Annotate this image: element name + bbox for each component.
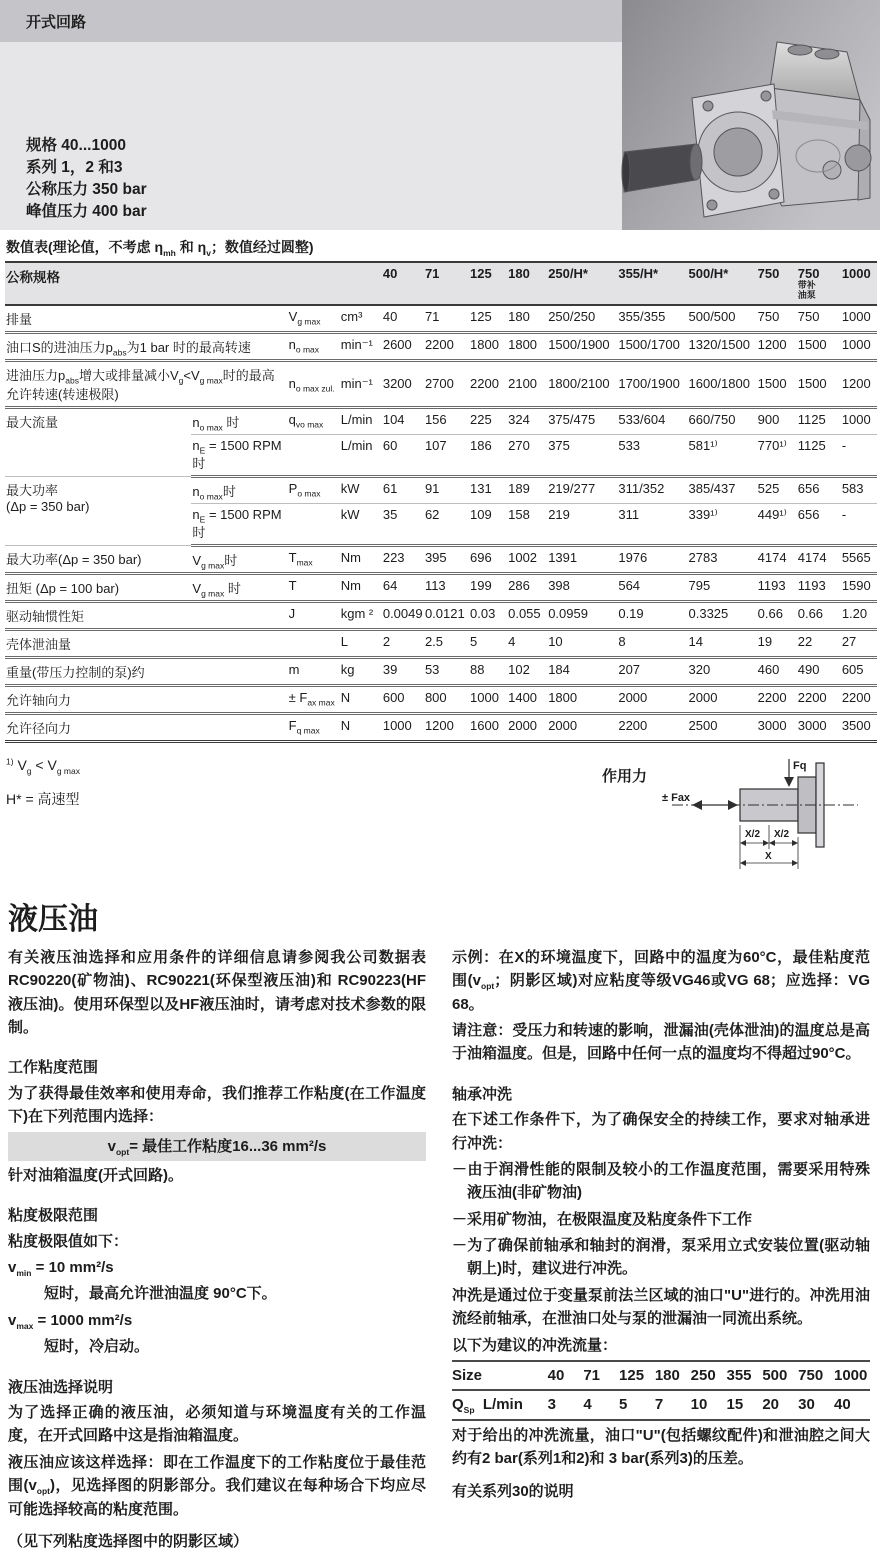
vmax-note: 短时，冷启动。 [44,1338,150,1356]
value-cell: 88 [469,657,507,685]
row-condition: $n_E = 1500$ RPM时 [191,503,287,545]
circuit-type-bar [0,0,622,42]
force-diagram [602,753,874,880]
value-cell: 3000 [797,713,841,741]
value-cell: 35 [382,503,424,545]
bearing-flush-intro: 在下述工作条件下，为了确保安全的持续工作，要求对轴承进行冲洗： [452,1111,870,1152]
force-fax-label: ± Fax [662,791,691,804]
row-unit: L/min [340,407,382,434]
row-label: 最大流量 [5,407,191,476]
circuit-type-title: 开式回路 [26,14,87,31]
value-cell: 250 [691,1361,727,1390]
clipped-text-line: （见下列粘度选择图中的阴影区域） [8,1532,249,1550]
value-cell: 156 [424,407,469,434]
value-cell: 355/355 [617,305,687,333]
table-header-row [5,262,877,305]
spec-line-size: 规格 40...1000 [26,137,126,154]
flush-port-text: 冲洗是通过位于变量泵前法兰区域的油口"U"进行的。冲洗用油流经前轴承，在泄油口处与泵的泄漏油一同流出系统。 [452,1286,870,1328]
value-cell: 375/475 [547,407,617,434]
value-cell: 500 [762,1361,798,1390]
fluid-title: 液压油 [8,902,98,936]
shaft-load-drawing [662,753,862,875]
value-cell: 581¹⁾ [688,434,757,476]
value-cell: 696 [469,545,507,573]
vopt-highlight-box: $v_{opt}=$ 最佳工作粘度16...36 mm²/s [8,1132,426,1161]
fluid-intro: 有关液压油选择和应用条件的详细信息请参阅我公司数据表 RC90220(矿物油)、RC90221(环保型液压油)和 RC90223(HF液压油)。使用环保型以及HF液压油时，请考虑对技术参数的限制。 [8,948,426,1036]
value-cell: 1200 [841,360,877,407]
value-cell: 0.0049 [382,601,424,629]
row-unit: min⁻¹ [340,360,382,407]
value-cell: 2600 [382,332,424,360]
flush-flow-intro: 以下为建议的冲洗流量： [452,1336,618,1354]
value-cell: 1002 [507,545,547,573]
vmin-value: $v_{min} = 10$ mm²/s [8,1259,114,1279]
value-cell: 2200 [797,685,841,713]
value-cell: 1800 [469,332,507,360]
row-symbol: $P_{o max}$ [288,476,340,503]
value-cell: - [841,503,877,545]
col-header: 355/H* [617,262,687,305]
bearing-flush-bullet: －为了确保前轴承和轴封的润滑，泵采用立式安装位置(驱动轴朝上)时，建议进行冲洗。 [452,1237,870,1278]
row-unit: kg [340,657,382,685]
value-cell: 184 [547,657,617,685]
value-cell: 107 [424,434,469,476]
value-cell: 800 [424,685,469,713]
row-symbol: J [288,601,340,629]
fluid-selection-p1: 为了选择正确的液压油，必须知道与环境温度有关的工作温度，在开式回路中这是指油箱温度。 [8,1404,426,1445]
row-label: 壳体泄油量 [5,629,288,657]
row-unit: N [340,713,382,741]
col-header: 180 [507,262,547,305]
value-cell: 40 [548,1361,584,1390]
viscosity-range-note: 针对油箱温度(开式回路)。 [8,1166,183,1184]
row-symbol: $n_{o max}$ [288,332,340,360]
value-cell: 0.0959 [547,601,617,629]
viscosity-limit-heading: 粘度极限范围 [8,1207,99,1225]
spec-table [5,261,877,743]
row-symbol: $F_{q max}$ [288,713,340,741]
col-header: 71 [424,262,469,305]
value-cell: 250/250 [547,305,617,333]
row-condition: $V_{g max}$时 [191,545,287,573]
fluid-selection-heading: 液压油选择说明 [8,1378,114,1396]
row-symbol [288,503,340,545]
value-cell: 223 [382,545,424,573]
value-cell: 355 [727,1361,763,1390]
value-cell: 533 [617,434,687,476]
dim-x2-right: X/2 [774,828,790,840]
table-row [5,601,877,629]
value-cell: 2100 [507,360,547,407]
page-header [0,0,880,230]
value-cell: 1000 [841,305,877,333]
row-unit: Nm [340,573,382,601]
value-cell: 125 [619,1361,655,1390]
value-cell: 1800/2100 [547,360,617,407]
fluid-right-column [452,946,870,1537]
value-cell: 750 [757,305,797,333]
col-header: 750 [757,262,797,305]
value-cell: 750 [797,305,841,333]
value-cell: 4 [507,629,547,657]
value-cell: 2200 [424,332,469,360]
value-cell: 1800 [507,332,547,360]
row-label: 重量(带压力控制的泵)约 [5,657,288,685]
table-row [5,685,877,713]
value-cell: 1500/1900 [547,332,617,360]
value-cell: 605 [841,657,877,685]
row-unit: cm³ [340,305,382,333]
table-title: 数值表(理论值，不考虑 $\eta_{mh}$ 和 $\eta_v$；数值经过圆整) [6,239,314,258]
vmax-value: $v_{max} = 1000$ mm²/s [8,1311,133,1331]
value-cell: 1976 [617,545,687,573]
value-cell: 2200 [841,685,877,713]
value-cell: 2000 [547,713,617,741]
row-condition: $n_E = 1500$ RPM时 [191,434,287,476]
value-cell: 1000 [469,685,507,713]
value-cell: 1500 [757,360,797,407]
clipped-text-line: 有关系列30的说明 [452,1482,574,1500]
row-symbol [288,629,340,657]
row-unit: N [340,685,382,713]
value-cell: 2200 [617,713,687,741]
spec-line-series: 系列 1，2 和3 [26,159,123,176]
value-cell: 656 [797,476,841,503]
row-symbol: m [288,657,340,685]
table-row [5,407,877,434]
table-row [5,476,877,503]
spec-line-peak-pressure: 峰值压力 400 bar [26,203,147,220]
value-cell: 395 [424,545,469,573]
value-cell: 3500 [841,713,877,741]
value-cell: 1000 [382,713,424,741]
value-cell: 14 [688,629,757,657]
value-cell: 113 [424,573,469,601]
value-cell: 61 [382,476,424,503]
value-cell: 1125 [797,407,841,434]
value-cell: 180 [655,1361,691,1390]
viscosity-range-heading: 工作粘度范围 [8,1059,99,1077]
value-cell: 1320/1500 [688,332,757,360]
dim-x2-left: X/2 [745,828,761,840]
col-header: 40 [382,262,424,305]
value-cell: 30 [798,1390,834,1419]
row-label: 最大功率(Δp = 350 bar) [5,545,191,573]
row-unit: kW [340,476,382,503]
value-cell: 1000 [841,332,877,360]
bearing-flush-bullet: －由于润滑性能的限制及较小的工作温度范围，需要采用特殊液压油(非矿物油) [452,1160,870,1202]
row-unit: L [340,629,382,657]
value-cell: 40 [382,305,424,333]
value-cell: 564 [617,573,687,601]
viscosity-limit-text: 粘度极限值如下： [8,1232,129,1250]
table-row [5,713,877,741]
value-cell: 1000 [834,1361,870,1390]
force-diagram-title: 作用力 [602,767,648,785]
row-unit: L/min [340,434,382,476]
value-cell: 1200 [757,332,797,360]
value-cell: 109 [469,503,507,545]
value-cell: 1391 [547,545,617,573]
row-label: 扭矩 (Δp = 100 bar) [5,573,191,601]
value-cell: 20 [762,1390,798,1419]
value-cell: 2500 [688,713,757,741]
col-header: 125 [469,262,507,305]
row-symbol: T [288,573,340,601]
value-cell: 3200 [382,360,424,407]
row-symbol: $V_{g max}$ [288,305,340,333]
value-cell: 2000 [507,713,547,741]
footnotes [6,753,662,880]
value-cell: 125 [469,305,507,333]
table-row [5,332,877,360]
table-row [5,573,877,601]
value-cell: 770¹⁾ [757,434,797,476]
row-unit: min⁻¹ [340,332,382,360]
flush-q-row [452,1390,870,1419]
value-cell: 795 [688,573,757,601]
value-cell: 500/500 [688,305,757,333]
row-symbol: ± $F_{ax max}$ [288,685,340,713]
value-cell: 5565 [841,545,877,573]
col-header: 250/H* [547,262,617,305]
value-cell: 104 [382,407,424,434]
value-cell: 60 [382,434,424,476]
row-condition: $n_{o max}$时 [191,476,287,503]
value-cell: 0.66 [757,601,797,629]
value-cell: 900 [757,407,797,434]
spec-summary [26,135,147,223]
value-cell: 2700 [424,360,469,407]
value-cell: 2200 [757,685,797,713]
value-cell: 2.5 [424,629,469,657]
table-row [5,305,877,333]
value-cell: 1700/1900 [617,360,687,407]
spec-line-nominal-pressure: 公称压力 350 bar [26,181,147,198]
row-symbol: $q_{vo max}$ [288,407,340,434]
row-unit: kW [340,503,382,545]
row-unit: Nm [340,545,382,573]
value-cell: 27 [841,629,877,657]
value-cell: 490 [797,657,841,685]
value-cell: 4174 [797,545,841,573]
value-cell: 53 [424,657,469,685]
value-cell: 750 [798,1361,834,1390]
value-cell: 219 [547,503,617,545]
flush-size-label: Size [452,1361,548,1390]
value-cell: 1600/1800 [688,360,757,407]
value-cell: 0.66 [797,601,841,629]
value-cell: 1800 [547,685,617,713]
value-cell: 1500/1700 [617,332,687,360]
value-cell: 186 [469,434,507,476]
flush-pressure-note: 对于给出的冲洗流量，油口"U"(包括螺纹配件)和泄油腔之间大约有2 bar(系列1和2)和 3 bar(系列3)的压差。 [452,1426,870,1468]
value-cell: 375 [547,434,617,476]
value-cell: 189 [507,476,547,503]
value-cell: 583 [841,476,877,503]
fluid-example: 示例：在X的环境温度下，回路中的温度为60°C，最佳粘度范围($v_{opt}$；阴影区域)对应粘度等级VG46或VG 68；应选择：VG 68。 [452,948,870,1013]
col-header: 500/H* [688,262,757,305]
value-cell: 311/352 [617,476,687,503]
row-symbol: $T_{max}$ [288,545,340,573]
value-cell: 270 [507,434,547,476]
value-cell: 207 [617,657,687,685]
value-cell: 10 [691,1390,727,1419]
value-cell: 385/437 [688,476,757,503]
row-condition: $V_{g max}$ 时 [191,573,287,601]
row-label: 排量 [5,305,288,333]
value-cell: 533/604 [617,407,687,434]
viscosity-range-text: 为了获得最佳效率和使用寿命，我们推荐工作粘度(在工作温度下)在下列范围内选择： [8,1084,426,1126]
value-cell: 311 [617,503,687,545]
row-label: 进油压力$p_{abs}$增大或排量减小$V_g<V_{g max}$时的最高允许转速(转速极限) [5,360,288,407]
value-cell: 324 [507,407,547,434]
value-cell: 660/750 [688,407,757,434]
value-cell: 7 [655,1390,691,1419]
value-cell: 656 [797,503,841,545]
value-cell: 286 [507,573,547,601]
flush-q-label: $Q_{Sp}$ L/min [452,1390,548,1419]
value-cell: 40 [834,1390,870,1419]
value-cell: 91 [424,476,469,503]
header-label: 公称规格 [5,262,382,305]
value-cell: 2000 [617,685,687,713]
footnote-area [6,753,874,880]
pump-photo [622,0,880,230]
table-row [5,545,877,573]
value-cell: 2 [382,629,424,657]
value-cell: - [841,434,877,476]
spec-summary-bar [0,42,622,230]
value-cell: 22 [797,629,841,657]
value-cell: 5 [619,1390,655,1419]
vmin-note: 短时，最高允许泄油温度 90°C下。 [44,1285,277,1303]
value-cell: 1500 [797,332,841,360]
value-cell: 1193 [757,573,797,601]
value-cell: 2000 [688,685,757,713]
value-cell: 1000 [841,407,877,434]
row-label: 驱动轴惯性矩 [5,601,288,629]
value-cell: 525 [757,476,797,503]
value-cell: 0.3325 [688,601,757,629]
row-label: 最大功率 (Δp = 350 bar) [5,476,191,545]
fluid-section [8,894,872,1550]
value-cell: 0.0121 [424,601,469,629]
value-cell: 2783 [688,545,757,573]
fluid-left-column [8,946,426,1550]
value-cell: 398 [547,573,617,601]
col-header-750-boost: 750 带补 油泵 [797,262,841,305]
footnote-1: $^{1)}$ $V_g < V_{g max}$ [6,756,80,776]
value-cell: 600 [382,685,424,713]
fluid-selection-p2: 液压油应该这样选择：即在工作温度下的工作粘度位于最佳范围$(v_{opt})$，见选择图的阴影部分。我们建议在每种场合下均应尽可能选择较高的粘度范围。 [8,1453,426,1518]
value-cell: 320 [688,657,757,685]
value-cell: 1590 [841,573,877,601]
value-cell: 8 [617,629,687,657]
force-fq-label: Fq [793,759,807,772]
value-cell: 1200 [424,713,469,741]
value-cell: 199 [469,573,507,601]
value-cell: 3000 [757,713,797,741]
row-condition: $n_{o max}$ 时 [191,407,287,434]
flush-size-row [452,1361,870,1390]
row-symbol: $n_{o max zul.}$ [288,360,340,407]
value-cell: 1600 [469,713,507,741]
value-cell: 102 [507,657,547,685]
value-cell: 0.03 [469,601,507,629]
value-cell: 219/277 [547,476,617,503]
value-cell: 62 [424,503,469,545]
row-unit: kgm ² [340,601,382,629]
value-cell: 131 [469,476,507,503]
value-cell: 3 [548,1390,584,1419]
value-cell: 225 [469,407,507,434]
bearing-flush-heading: 轴承冲洗 [452,1085,513,1103]
flush-flow-table [452,1360,870,1421]
value-cell: 64 [382,573,424,601]
dim-x: X [765,850,772,862]
value-cell: 39 [382,657,424,685]
footnote-2: H* = 高速型 [6,790,80,807]
value-cell: 1500 [797,360,841,407]
value-cell: 71 [583,1361,619,1390]
value-cell: 0.055 [507,601,547,629]
value-cell: 2200 [469,360,507,407]
table-row [5,657,877,685]
table-row [5,360,877,407]
row-label: 油口S的进油压力$p_{abs}$为1 bar 时的最高转速 [5,332,288,360]
value-cell: 4174 [757,545,797,573]
row-label: 允许径向力 [5,713,288,741]
value-cell: 1.20 [841,601,877,629]
value-cell: 0.19 [617,601,687,629]
bearing-flush-bullet: －采用矿物油，在极限温度及粘度条件下工作 [452,1210,753,1228]
value-cell: 19 [757,629,797,657]
value-cell: 1400 [507,685,547,713]
row-symbol [288,434,340,476]
col-header: 1000 [841,262,877,305]
table-row [5,629,877,657]
row-label: 允许轴向力 [5,685,288,713]
value-cell: 10 [547,629,617,657]
value-cell: 1125 [797,434,841,476]
value-cell: 180 [507,305,547,333]
value-cell: 15 [727,1390,763,1419]
value-cell: 339¹⁾ [688,503,757,545]
value-cell: 460 [757,657,797,685]
value-cell: 5 [469,629,507,657]
value-cell: 158 [507,503,547,545]
value-cell: 449¹⁾ [757,503,797,545]
value-cell: 4 [583,1390,619,1419]
fluid-note: 请注意：受压力和转速的影响，泄漏油(壳体泄油)的温度总是高于油箱温度。但是，回路中任何一点的温度均不得超过90°C。 [452,1021,870,1063]
value-cell: 71 [424,305,469,333]
value-cell: 1193 [797,573,841,601]
